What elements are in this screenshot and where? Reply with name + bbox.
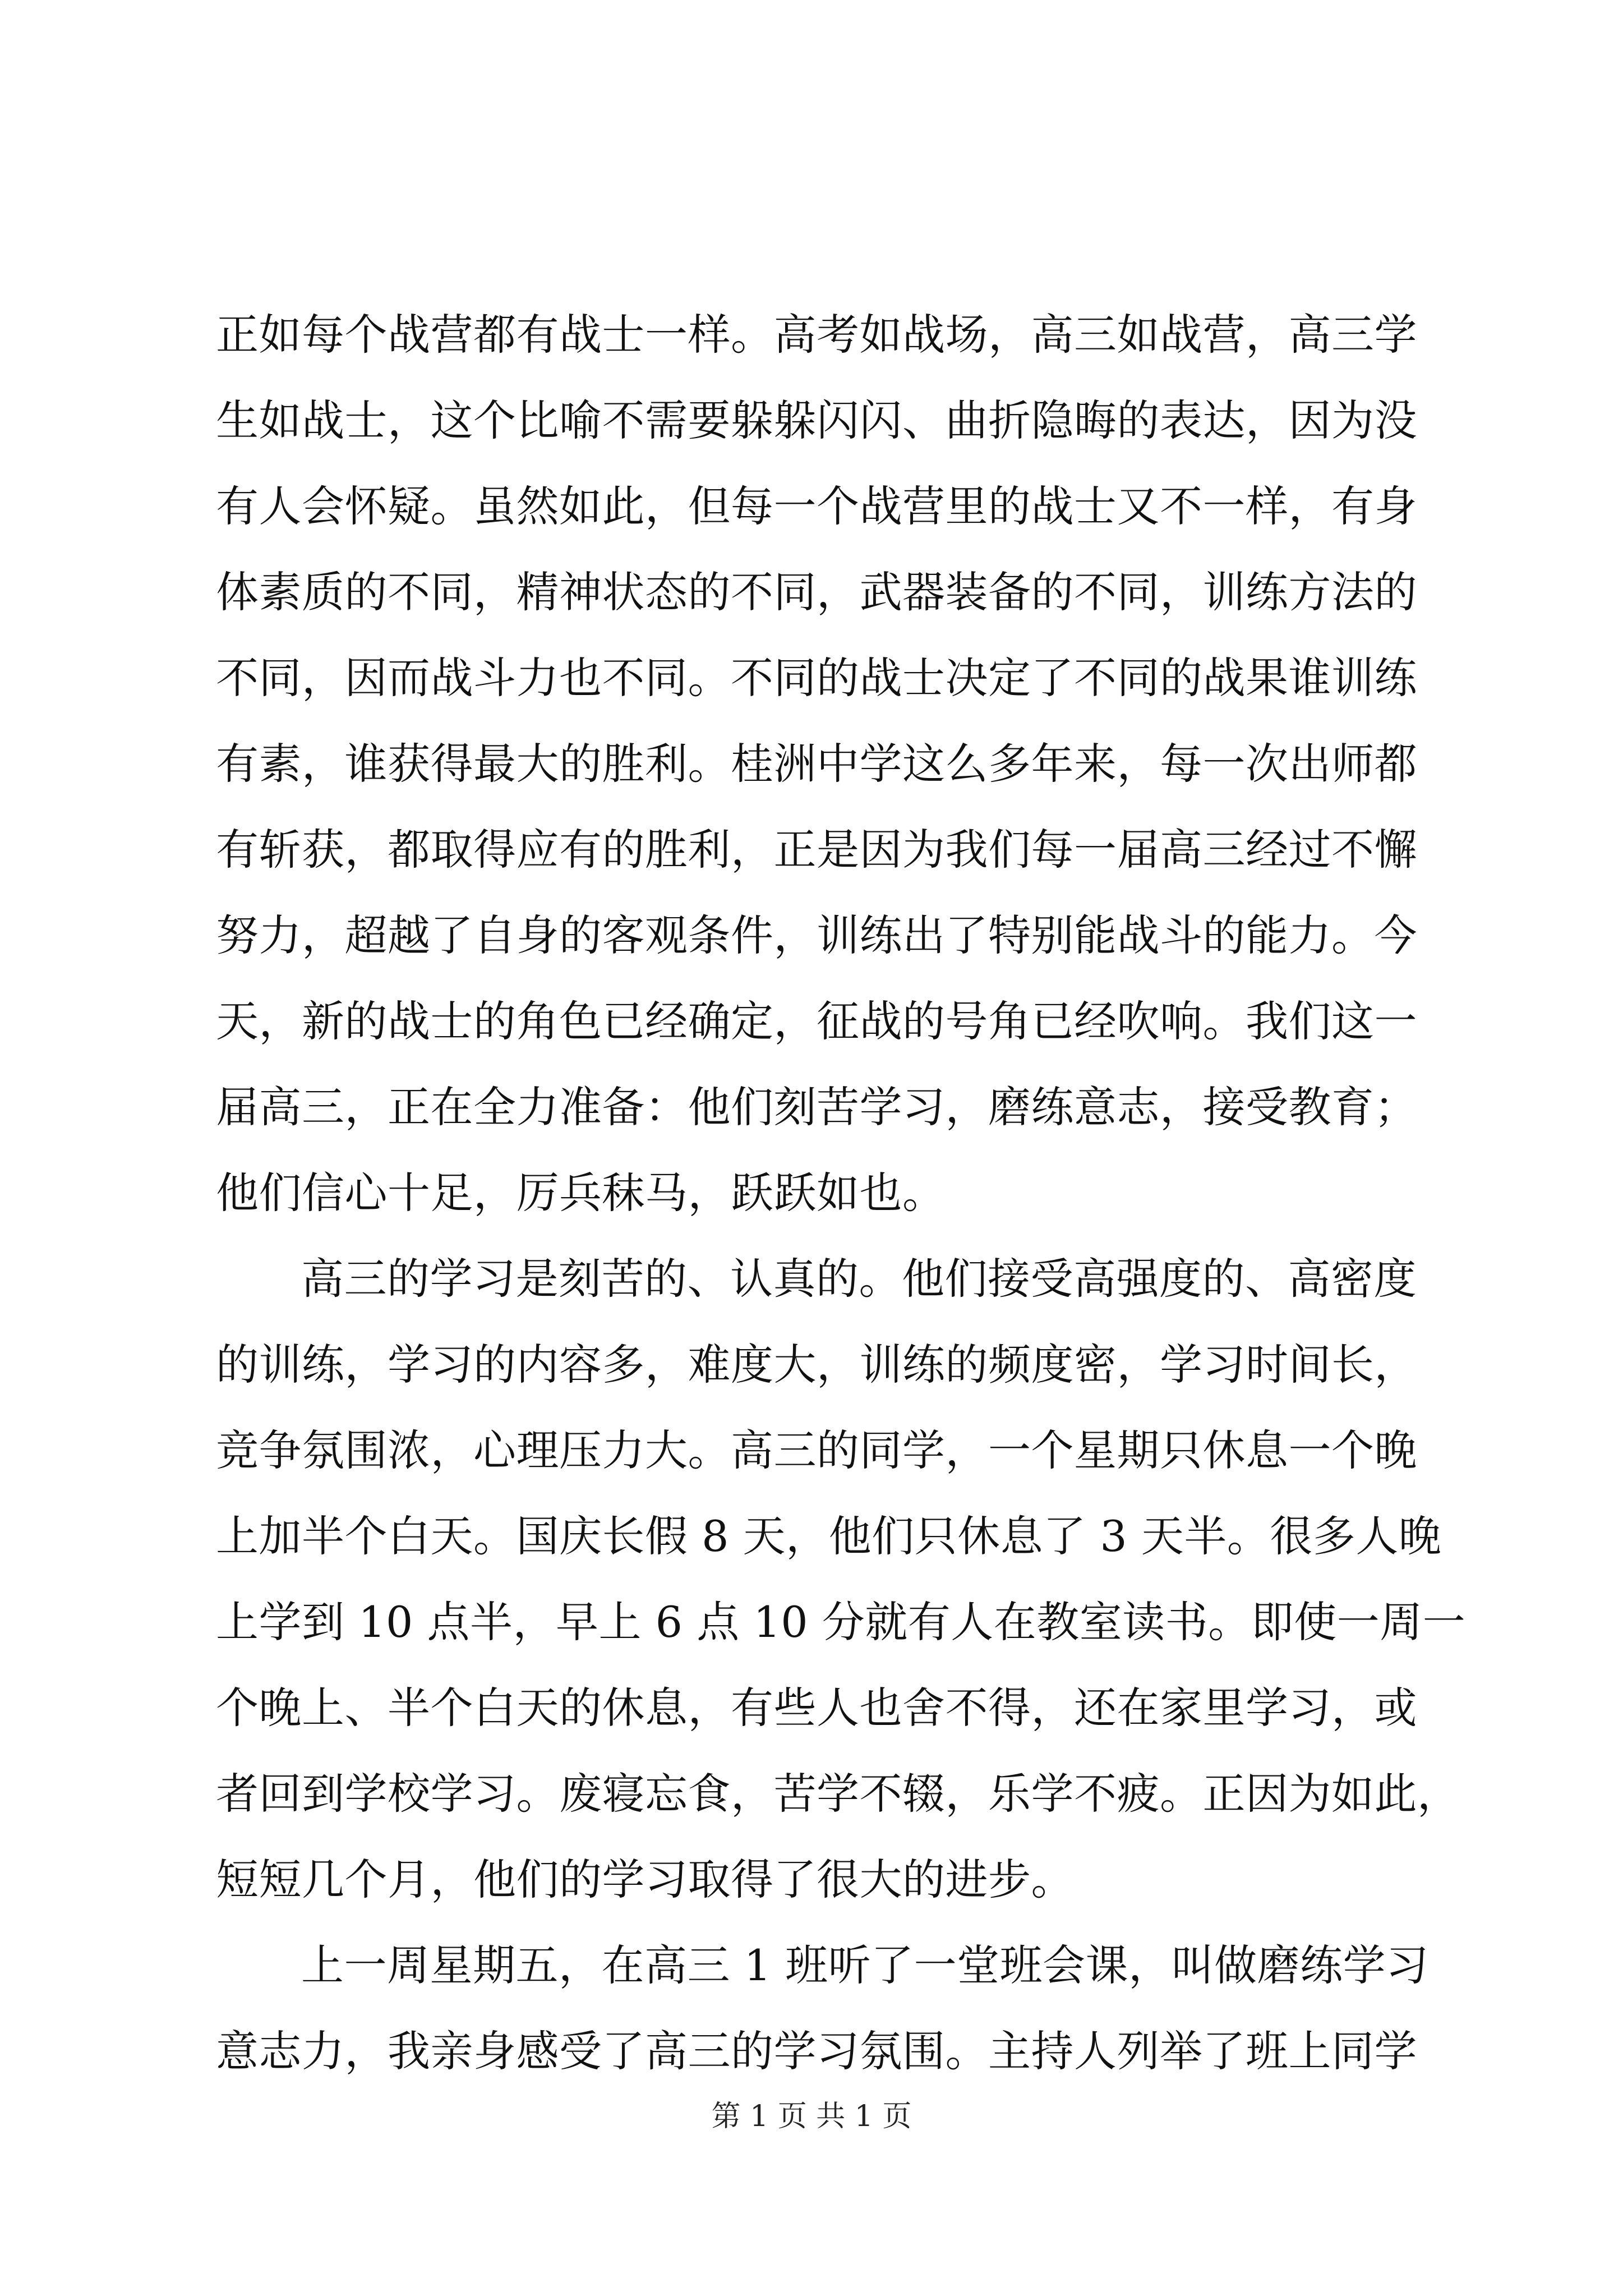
text-line: 上加半个白天。国庆长假 8 天，他们只休息了 3 天半。很多人晚 [216,1511,1442,1561]
text-line: 有素，谁获得最大的胜利。桂洲中学这么多年来，每一次出师都 [216,739,1417,789]
text-line: 上学到 10 点半，早上 6 点 10 分就有人在教室读书。即使一周一 [216,1597,1466,1647]
text-line: 个晚上、半个白天的休息，有些人也舍不得，还在家里学习，或 [216,1683,1417,1733]
document-body [216,292,1466,2094]
text-line: 天，新的战士的角色已经确定，征战的号角已经吹响。我们这一 [216,996,1417,1046]
text-line: 竞争氛围浓，心理压力大。高三的同学，一个星期只休息一个晚 [216,1425,1417,1475]
text-line: 有斩获，都取得应有的胜利，正是因为我们每一届高三经过不懈 [216,825,1417,875]
text-line: 不同，因而战斗力也不同。不同的战士决定了不同的战果谁训练 [216,653,1417,703]
page-footer: 第 1 页 共 1 页 [711,2100,912,2133]
text-line: 上一周星期五，在高三 1 班听了一堂班会课，叫做磨练学习 [301,1940,1429,1990]
text-line: 生如战士，这个比喻不需要躲躲闪闪、曲折隐晦的表达，因为没 [216,395,1417,445]
text-line: 高三的学习是刻苦的、认真的。他们接受高强度的、高密度 [301,1254,1417,1304]
text-line: 短短几个月，他们的学习取得了很大的进步。 [216,1855,1074,1904]
text-line: 努力，超越了自身的客观条件，训练出了特别能战斗的能力。今 [216,910,1417,960]
text-line: 届高三，正在全力准备：他们刻苦学习，磨练意志，接受教育； [216,1082,1417,1132]
text-line: 体素质的不同，精神状态的不同，武器装备的不同，训练方法的 [216,567,1417,617]
text-line: 正如每个战营都有战士一样。高考如战场，高三如战营，高三学 [216,310,1417,360]
text-line: 者回到学校学习。废寝忘食，苦学不辍，乐学不疲。正因为如此， [216,1769,1460,1819]
text-line: 有人会怀疑。虽然如此，但每一个战营里的战士又不一样，有身 [216,481,1417,531]
text-line: 意志力，我亲身感受了高三的学习氛围。主持人列举了班上同学 [216,2026,1417,2076]
text-line: 他们信心十足，厉兵秣马，跃跃如也。 [216,1168,946,1218]
text-line: 的训练，学习的内容多，难度大，训练的频度密，学习时间长， [216,1340,1417,1389]
